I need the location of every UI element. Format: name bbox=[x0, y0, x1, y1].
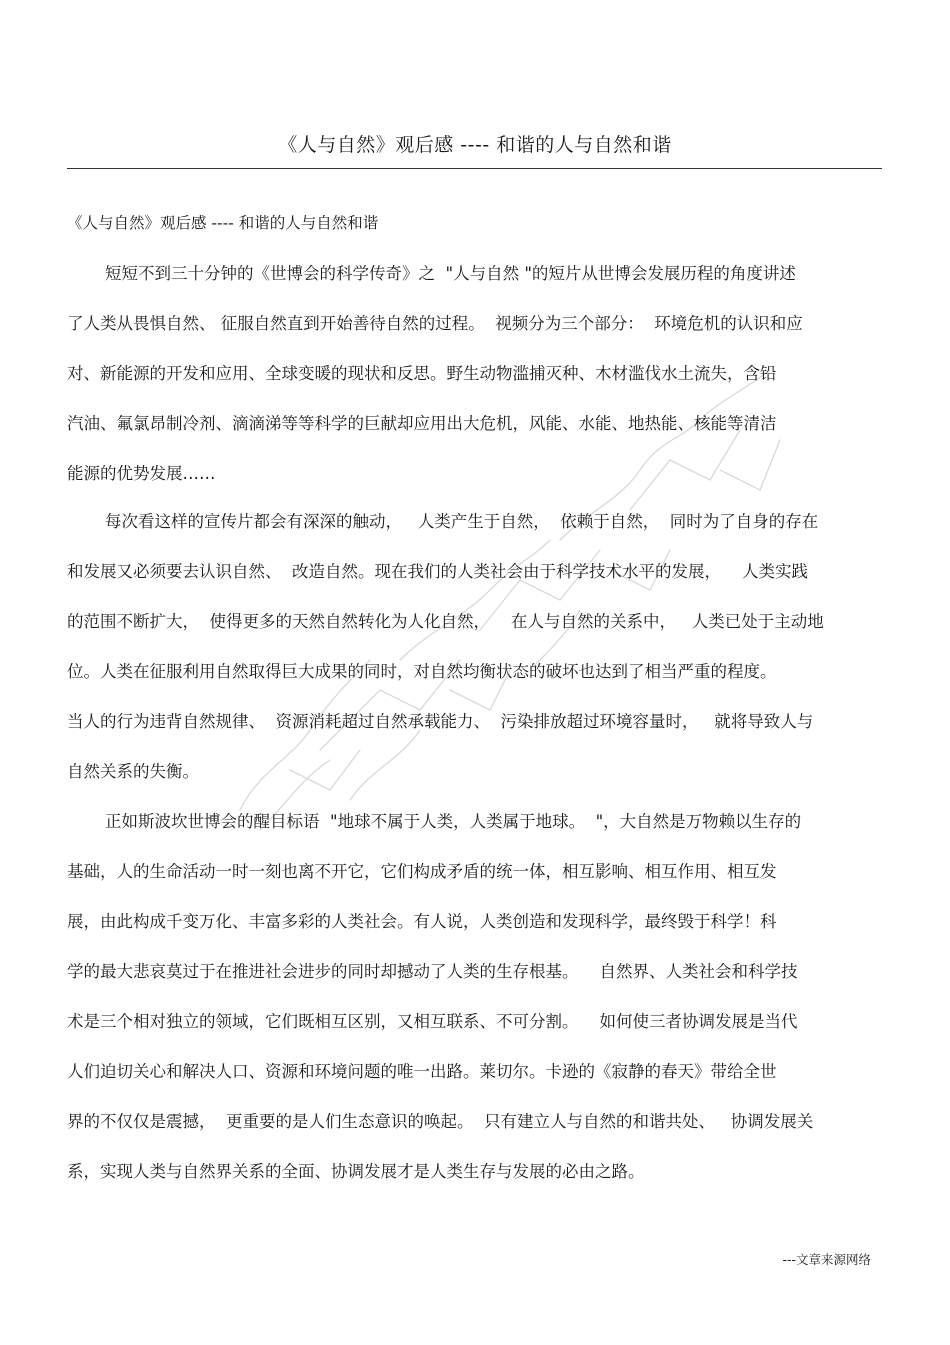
page-title: 《人与自然》观后感 ---- 和谐的人与自然和谐 bbox=[278, 134, 672, 156]
paragraph-line: 和发展又必须要去认识自然、 改造自然。现在我们的人类社会由于科学技术水平的发展， 人类实践 bbox=[67, 562, 808, 581]
paragraph-line: 系，实现人类与自然界关系的全面、协调发展才是人类生存与发展的必由之路。 bbox=[67, 1162, 645, 1181]
paragraph-3 bbox=[67, 810, 882, 1184]
paragraph-line: 每次看这样的宣传片都会有深深的触动， 人类产生于自然， 依赖于自然， 同时为了自身的存在 bbox=[105, 512, 819, 531]
paragraph-line: 短短不到三十分钟的《世博会的科学传奇》之 "人与自然 "的短片从世博会发展历程的角度讲述 bbox=[105, 264, 796, 283]
paragraph-line: 对、新能源的开发和应用、全球变暖的现状和反思。野生动物滥捕灭种、木材滥伐水土流失，含铅 bbox=[67, 364, 777, 383]
paragraph-line: 了人类从畏惧自然、 征服自然直到开始善待自然的过程。 视频分为三个部分： 环境危机的认识和应 bbox=[67, 314, 803, 333]
subtitle: 《人与自然》观后感 ---- 和谐的人与自然和谐 bbox=[67, 214, 379, 232]
paragraph-line: 能源的优势发展…… bbox=[67, 464, 216, 483]
paragraph-line: 界的不仅仅是震撼， 更重要的是人们生态意识的唤起。 只有建立人与自然的和谐共处、 协调发展关 bbox=[67, 1112, 814, 1131]
paragraph-line: 自然关系的失衡。 bbox=[67, 762, 199, 781]
paragraph-line: 人们迫切关心和解决人口、资源和环境问题的唯一出路。莱切尔。卡逊的《寂静的春天》带给全世 bbox=[67, 1062, 777, 1081]
source-note: ---文章来源网络 bbox=[782, 1252, 871, 1267]
paragraph-line: 术是三个相对独立的领域，它们既相互区别，又相互联系、不可分割。 如何使三者协调发展是当代 bbox=[67, 1012, 798, 1031]
paragraph-line: 展，由此构成千变万化、丰富多彩的人类社会。有人说，人类创造和发现科学，最终毁于科学！科 bbox=[67, 912, 777, 931]
paragraph-1 bbox=[67, 262, 882, 486]
paragraph-2 bbox=[67, 510, 882, 784]
paragraph-line: 基础，人的生命活动一时一刻也离不开它，它们构成矛盾的统一体，相互影响、相互作用、相互发 bbox=[67, 862, 777, 881]
title-divider bbox=[67, 168, 882, 169]
paragraph-line: 的范围不断扩大， 使得更多的天然自然转化为人化自然， 在人与自然的关系中， 人类已处于主动地 bbox=[67, 612, 824, 631]
paragraph-line: 当人的行为违背自然规律、 资源消耗超过自然承载能力、 污染排放超过环境容量时， 就将导致人与 bbox=[67, 712, 814, 731]
paragraph-line: 汽油、氟氯昂制冷剂、滴滴涕等等科学的巨献却应用出大危机，风能、水能、地热能、核能等清洁 bbox=[67, 414, 777, 433]
paragraph-line: 学的最大悲哀莫过于在推进社会进步的同时却撼动了人类的生存根基。 自然界、人类社会和科学技 bbox=[67, 962, 798, 981]
paragraph-line: 正如斯波坎世博会的醒目标语 "地球不属于人类，人类属于地球。 "，大自然是万物赖以生存的 bbox=[105, 812, 802, 831]
paragraph-line: 位。人类在征服利用自然取得巨大成果的同时，对自然均衡状态的破坏也达到了相当严重的程度。 bbox=[67, 662, 777, 681]
